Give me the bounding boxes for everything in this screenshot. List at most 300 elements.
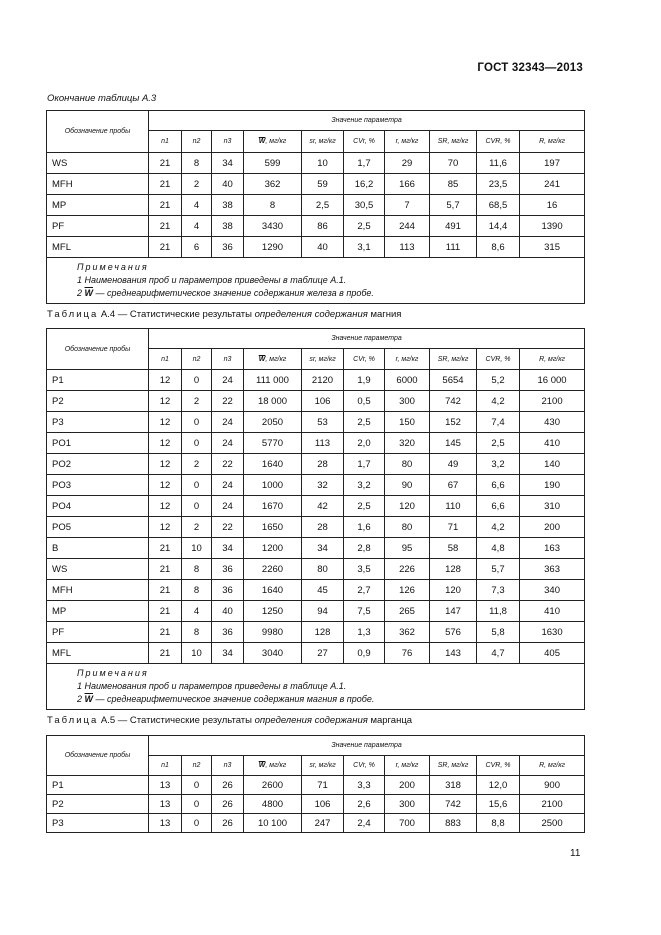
note-2: 2 $\overline{W}$ — среднеарифметическое значение содержания магния в пробе. xyxy=(77,694,375,704)
sample-cell: P3 xyxy=(47,814,149,833)
value-cell: 226 xyxy=(385,559,430,580)
table-row xyxy=(47,412,585,433)
value-cell: 10 xyxy=(182,538,212,559)
value-cell: 36 xyxy=(212,622,244,643)
table-row xyxy=(47,216,585,237)
value-cell: 34 xyxy=(212,538,244,559)
value-cell: 4,7 xyxy=(477,643,520,664)
col-r: r, мг/кг xyxy=(385,131,430,153)
value-cell: 21 xyxy=(149,601,182,622)
value-cell: 28 xyxy=(302,454,344,475)
value-cell: 11,8 xyxy=(477,601,520,622)
value-cell: 6000 xyxy=(385,370,430,391)
table-row xyxy=(47,391,585,412)
value-cell: 24 xyxy=(212,496,244,517)
value-cell: 45 xyxy=(302,580,344,601)
value-cell: 71 xyxy=(430,517,477,538)
value-cell: 7,4 xyxy=(477,412,520,433)
value-cell: 7,5 xyxy=(344,601,385,622)
value-cell: 34 xyxy=(212,643,244,664)
value-cell: 86 xyxy=(302,216,344,237)
value-cell: 0 xyxy=(182,776,212,795)
value-cell: 5654 xyxy=(430,370,477,391)
value-cell: 4,2 xyxy=(477,517,520,538)
sample-cell: MFL xyxy=(47,237,149,258)
table-a4-caption: Таблица А.4 — Статистические результаты определения содержания магния xyxy=(47,309,402,320)
sample-cell: MP xyxy=(47,195,149,216)
table-row xyxy=(47,517,585,538)
sample-cell: P2 xyxy=(47,391,149,412)
value-cell: 0 xyxy=(182,370,212,391)
value-cell: 1650 xyxy=(244,517,302,538)
sample-cell: PO5 xyxy=(47,517,149,538)
value-cell: 128 xyxy=(430,559,477,580)
value-cell: 10 xyxy=(302,153,344,174)
sample-cell: P2 xyxy=(47,795,149,814)
value-cell: 15,6 xyxy=(477,795,520,814)
value-cell: 38 xyxy=(212,216,244,237)
sample-cell: P1 xyxy=(47,776,149,795)
value-cell: 2050 xyxy=(244,412,302,433)
value-cell: 24 xyxy=(212,370,244,391)
value-cell: 4800 xyxy=(244,795,302,814)
table-row xyxy=(47,153,585,174)
value-cell: 742 xyxy=(430,795,477,814)
value-cell: 4 xyxy=(182,601,212,622)
value-cell: 26 xyxy=(212,776,244,795)
value-cell: 38 xyxy=(212,195,244,216)
value-cell: 59 xyxy=(302,174,344,195)
sample-cell: WS xyxy=(47,559,149,580)
table-a5-caption: Таблица А.5 — Статистические результаты определения содержания марганца xyxy=(47,715,413,726)
value-cell: 40 xyxy=(302,237,344,258)
value-cell: 1200 xyxy=(244,538,302,559)
value-cell: 244 xyxy=(385,216,430,237)
value-cell: 0 xyxy=(182,814,212,833)
table-row xyxy=(47,814,585,833)
value-cell: 53 xyxy=(302,412,344,433)
value-cell: 23,5 xyxy=(477,174,520,195)
value-cell: 29 xyxy=(385,153,430,174)
table-row xyxy=(47,475,585,496)
value-cell: 143 xyxy=(430,643,477,664)
value-cell: 5770 xyxy=(244,433,302,454)
value-cell: 200 xyxy=(385,776,430,795)
value-cell: 8,8 xyxy=(477,814,520,833)
value-cell: 1,7 xyxy=(344,454,385,475)
value-cell: 3430 xyxy=(244,216,302,237)
notes-title: Примечания xyxy=(77,262,149,272)
value-cell: 13 xyxy=(149,776,182,795)
value-cell: 310 xyxy=(520,496,585,517)
value-cell: 0 xyxy=(182,795,212,814)
value-cell: 6 xyxy=(182,237,212,258)
value-cell: 145 xyxy=(430,433,477,454)
value-cell: 150 xyxy=(385,412,430,433)
table-header-row xyxy=(47,736,585,756)
value-cell: 1,7 xyxy=(344,153,385,174)
value-cell: 27 xyxy=(302,643,344,664)
value-cell: 0,9 xyxy=(344,643,385,664)
value-cell: 2 xyxy=(182,174,212,195)
col-sample: Обозначение пробы xyxy=(47,329,149,370)
col-CVR: CVR, % xyxy=(477,131,520,153)
value-cell: 8 xyxy=(182,580,212,601)
value-cell: 90 xyxy=(385,475,430,496)
standard-header: ГОСТ 32343—2013 xyxy=(477,62,583,74)
table-row xyxy=(47,601,585,622)
value-cell: 30,5 xyxy=(344,195,385,216)
col-R: R, мг/кг xyxy=(520,756,585,776)
value-cell: 106 xyxy=(302,391,344,412)
sample-cell: PF xyxy=(47,622,149,643)
table-row xyxy=(47,795,585,814)
value-cell: 0 xyxy=(182,475,212,496)
table-row xyxy=(47,580,585,601)
col-R: R, мг/кг xyxy=(520,349,585,370)
col-sample: Обозначение пробы xyxy=(47,736,149,776)
value-cell: 1630 xyxy=(520,622,585,643)
col-n1: n1 xyxy=(149,349,182,370)
value-cell: 34 xyxy=(302,538,344,559)
value-cell: 24 xyxy=(212,433,244,454)
value-cell: 1670 xyxy=(244,496,302,517)
value-cell: 1640 xyxy=(244,454,302,475)
value-cell: 2,5 xyxy=(477,433,520,454)
value-cell: 9980 xyxy=(244,622,302,643)
value-cell: 70 xyxy=(430,153,477,174)
value-cell: 2,6 xyxy=(344,795,385,814)
col-param-group: Значение параметра xyxy=(149,736,585,756)
table-row xyxy=(47,237,585,258)
table-row xyxy=(47,559,585,580)
table-row xyxy=(47,622,585,643)
value-cell: 22 xyxy=(212,517,244,538)
value-cell: 71 xyxy=(302,776,344,795)
col-w: $\overline{W}$, мг/кг xyxy=(244,756,302,776)
value-cell: 241 xyxy=(520,174,585,195)
value-cell: 10 xyxy=(182,643,212,664)
table-a3-notes-row xyxy=(47,258,585,304)
value-cell: 28 xyxy=(302,517,344,538)
col-sr: sr, мг/кг xyxy=(302,349,344,370)
value-cell: 1,9 xyxy=(344,370,385,391)
value-cell: 21 xyxy=(149,559,182,580)
col-n1: n1 xyxy=(149,756,182,776)
value-cell: 5,7 xyxy=(430,195,477,216)
value-cell: 4,2 xyxy=(477,391,520,412)
sample-cell: PF xyxy=(47,216,149,237)
value-cell: 1390 xyxy=(520,216,585,237)
value-cell: 197 xyxy=(520,153,585,174)
sample-cell: MFH xyxy=(47,580,149,601)
table-row xyxy=(47,433,585,454)
value-cell: 1,6 xyxy=(344,517,385,538)
value-cell: 12 xyxy=(149,391,182,412)
value-cell: 36 xyxy=(212,580,244,601)
value-cell: 14,4 xyxy=(477,216,520,237)
value-cell: 362 xyxy=(244,174,302,195)
value-cell: 12 xyxy=(149,454,182,475)
value-cell: 0 xyxy=(182,496,212,517)
sample-cell: PO4 xyxy=(47,496,149,517)
value-cell: 21 xyxy=(149,580,182,601)
value-cell: 140 xyxy=(520,454,585,475)
col-CVR: CVR, % xyxy=(477,756,520,776)
value-cell: 2 xyxy=(182,454,212,475)
value-cell: 3,3 xyxy=(344,776,385,795)
table-row xyxy=(47,195,585,216)
col-n1: n1 xyxy=(149,131,182,153)
value-cell: 318 xyxy=(430,776,477,795)
value-cell: 147 xyxy=(430,601,477,622)
table-header-row xyxy=(47,111,585,131)
col-cvr: CVr, % xyxy=(344,756,385,776)
value-cell: 2100 xyxy=(520,795,585,814)
col-sr: sr, мг/кг xyxy=(302,756,344,776)
value-cell: 94 xyxy=(302,601,344,622)
sample-cell: MFL xyxy=(47,643,149,664)
sample-cell: P3 xyxy=(47,412,149,433)
value-cell: 58 xyxy=(430,538,477,559)
value-cell: 8 xyxy=(244,195,302,216)
value-cell: 320 xyxy=(385,433,430,454)
value-cell: 22 xyxy=(212,454,244,475)
value-cell: 340 xyxy=(520,580,585,601)
table-a3-caption xyxy=(47,93,156,104)
value-cell: 24 xyxy=(212,475,244,496)
value-cell: 24 xyxy=(212,412,244,433)
value-cell: 21 xyxy=(149,538,182,559)
value-cell: 16,2 xyxy=(344,174,385,195)
table-row xyxy=(47,643,585,664)
table-row xyxy=(47,174,585,195)
table-a4-notes-row xyxy=(47,664,585,710)
col-n2: n2 xyxy=(182,131,212,153)
col-cvr: CVr, % xyxy=(344,349,385,370)
col-sr: sr, мг/кг xyxy=(302,131,344,153)
value-cell: 1290 xyxy=(244,237,302,258)
value-cell: 36 xyxy=(212,559,244,580)
table-a4 xyxy=(46,328,585,710)
value-cell: 13 xyxy=(149,814,182,833)
col-r: r, мг/кг xyxy=(385,349,430,370)
value-cell: 26 xyxy=(212,795,244,814)
value-cell: 883 xyxy=(430,814,477,833)
value-cell: 120 xyxy=(385,496,430,517)
note-1: 1 Наименования проб и параметров приведены в таблице А.1. xyxy=(77,275,347,285)
value-cell: 80 xyxy=(385,517,430,538)
table-a3-notes xyxy=(47,258,585,304)
value-cell: 21 xyxy=(149,153,182,174)
value-cell: 113 xyxy=(302,433,344,454)
note-2: 2 $\overline{W}$ — среднеарифметическое значение содержания железа в пробе. xyxy=(77,288,374,298)
value-cell: 76 xyxy=(385,643,430,664)
value-cell: 491 xyxy=(430,216,477,237)
notes-title: Примечания xyxy=(77,668,149,678)
value-cell: 21 xyxy=(149,237,182,258)
value-cell: 21 xyxy=(149,216,182,237)
value-cell: 190 xyxy=(520,475,585,496)
table-a3-caption-text: Окончание таблицы А.3 xyxy=(47,93,157,104)
table-a3-body xyxy=(47,153,585,258)
value-cell: 26 xyxy=(212,814,244,833)
value-cell: 32 xyxy=(302,475,344,496)
value-cell: 363 xyxy=(520,559,585,580)
value-cell: 1000 xyxy=(244,475,302,496)
value-cell: 362 xyxy=(385,622,430,643)
value-cell: 900 xyxy=(520,776,585,795)
page-number: 11 xyxy=(570,848,581,859)
value-cell: 247 xyxy=(302,814,344,833)
value-cell: 166 xyxy=(385,174,430,195)
value-cell: 42 xyxy=(302,496,344,517)
value-cell: 2120 xyxy=(302,370,344,391)
value-cell: 113 xyxy=(385,237,430,258)
value-cell: 21 xyxy=(149,643,182,664)
note-1: 1 Наименования проб и параметров приведены в таблице А.1. xyxy=(77,681,347,691)
value-cell: 6,6 xyxy=(477,496,520,517)
value-cell: 2,5 xyxy=(344,412,385,433)
sample-cell: P1 xyxy=(47,370,149,391)
value-cell: 120 xyxy=(430,580,477,601)
sample-cell: WS xyxy=(47,153,149,174)
value-cell: 80 xyxy=(385,454,430,475)
value-cell: 2260 xyxy=(244,559,302,580)
table-a4-notes xyxy=(47,664,585,710)
value-cell: 12 xyxy=(149,475,182,496)
col-n2: n2 xyxy=(182,349,212,370)
value-cell: 1,3 xyxy=(344,622,385,643)
value-cell: 2,5 xyxy=(344,216,385,237)
col-param-group: Значение параметра xyxy=(149,329,585,349)
value-cell: 36 xyxy=(212,237,244,258)
value-cell: 106 xyxy=(302,795,344,814)
value-cell: 2,7 xyxy=(344,580,385,601)
value-cell: 40 xyxy=(212,174,244,195)
table-row xyxy=(47,496,585,517)
col-CVR: CVR, % xyxy=(477,349,520,370)
value-cell: 5,8 xyxy=(477,622,520,643)
value-cell: 12 xyxy=(149,412,182,433)
value-cell: 315 xyxy=(520,237,585,258)
value-cell: 11,6 xyxy=(477,153,520,174)
value-cell: 13 xyxy=(149,795,182,814)
col-R: R, мг/кг xyxy=(520,131,585,153)
value-cell: 0,5 xyxy=(344,391,385,412)
value-cell: 5,7 xyxy=(477,559,520,580)
col-param-group: Значение параметра xyxy=(149,111,585,131)
value-cell: 599 xyxy=(244,153,302,174)
table-a5 xyxy=(46,735,585,833)
value-cell: 111 xyxy=(430,237,477,258)
table-a5-body xyxy=(47,776,585,833)
sample-cell: PO1 xyxy=(47,433,149,454)
value-cell: 16 xyxy=(520,195,585,216)
value-cell: 67 xyxy=(430,475,477,496)
value-cell: 6,6 xyxy=(477,475,520,496)
value-cell: 16 000 xyxy=(520,370,585,391)
value-cell: 1250 xyxy=(244,601,302,622)
table-a4-body xyxy=(47,370,585,664)
value-cell: 2600 xyxy=(244,776,302,795)
value-cell: 3040 xyxy=(244,643,302,664)
value-cell: 410 xyxy=(520,601,585,622)
sample-cell: B xyxy=(47,538,149,559)
value-cell: 49 xyxy=(430,454,477,475)
value-cell: 163 xyxy=(520,538,585,559)
table-header-row xyxy=(47,329,585,349)
value-cell: 68,5 xyxy=(477,195,520,216)
col-SR: SR, мг/кг xyxy=(430,756,477,776)
value-cell: 405 xyxy=(520,643,585,664)
value-cell: 2,5 xyxy=(344,496,385,517)
value-cell: 12 xyxy=(149,517,182,538)
col-r: r, мг/кг xyxy=(385,756,430,776)
value-cell: 200 xyxy=(520,517,585,538)
col-w: $\overline{W}$, мг/кг xyxy=(244,131,302,153)
sample-cell: MFH xyxy=(47,174,149,195)
col-n3: n3 xyxy=(212,349,244,370)
value-cell: 4,8 xyxy=(477,538,520,559)
col-SR: SR, мг/кг xyxy=(430,131,477,153)
table-row xyxy=(47,370,585,391)
value-cell: 95 xyxy=(385,538,430,559)
col-cvr: CVr, % xyxy=(344,131,385,153)
value-cell: 300 xyxy=(385,391,430,412)
value-cell: 21 xyxy=(149,174,182,195)
value-cell: 2,4 xyxy=(344,814,385,833)
value-cell: 80 xyxy=(302,559,344,580)
value-cell: 4 xyxy=(182,216,212,237)
value-cell: 700 xyxy=(385,814,430,833)
value-cell: 2500 xyxy=(520,814,585,833)
col-n3: n3 xyxy=(212,131,244,153)
value-cell: 3,5 xyxy=(344,559,385,580)
value-cell: 85 xyxy=(430,174,477,195)
value-cell: 576 xyxy=(430,622,477,643)
value-cell: 8 xyxy=(182,153,212,174)
value-cell: 18 000 xyxy=(244,391,302,412)
value-cell: 8,6 xyxy=(477,237,520,258)
value-cell: 12 xyxy=(149,496,182,517)
value-cell: 8 xyxy=(182,559,212,580)
value-cell: 10 100 xyxy=(244,814,302,833)
sample-cell: PO2 xyxy=(47,454,149,475)
value-cell: 2100 xyxy=(520,391,585,412)
value-cell: 4 xyxy=(182,195,212,216)
value-cell: 21 xyxy=(149,195,182,216)
value-cell: 430 xyxy=(520,412,585,433)
value-cell: 742 xyxy=(430,391,477,412)
value-cell: 2,0 xyxy=(344,433,385,454)
value-cell: 3,2 xyxy=(477,454,520,475)
value-cell: 1640 xyxy=(244,580,302,601)
col-w: $\overline{W}$, мг/кг xyxy=(244,349,302,370)
value-cell: 40 xyxy=(212,601,244,622)
sample-cell: MP xyxy=(47,601,149,622)
value-cell: 111 000 xyxy=(244,370,302,391)
value-cell: 265 xyxy=(385,601,430,622)
value-cell: 2 xyxy=(182,391,212,412)
col-SR: SR, мг/кг xyxy=(430,349,477,370)
col-n2: n2 xyxy=(182,756,212,776)
value-cell: 34 xyxy=(212,153,244,174)
value-cell: 21 xyxy=(149,622,182,643)
value-cell: 3,2 xyxy=(344,475,385,496)
table-row xyxy=(47,538,585,559)
value-cell: 2 xyxy=(182,517,212,538)
